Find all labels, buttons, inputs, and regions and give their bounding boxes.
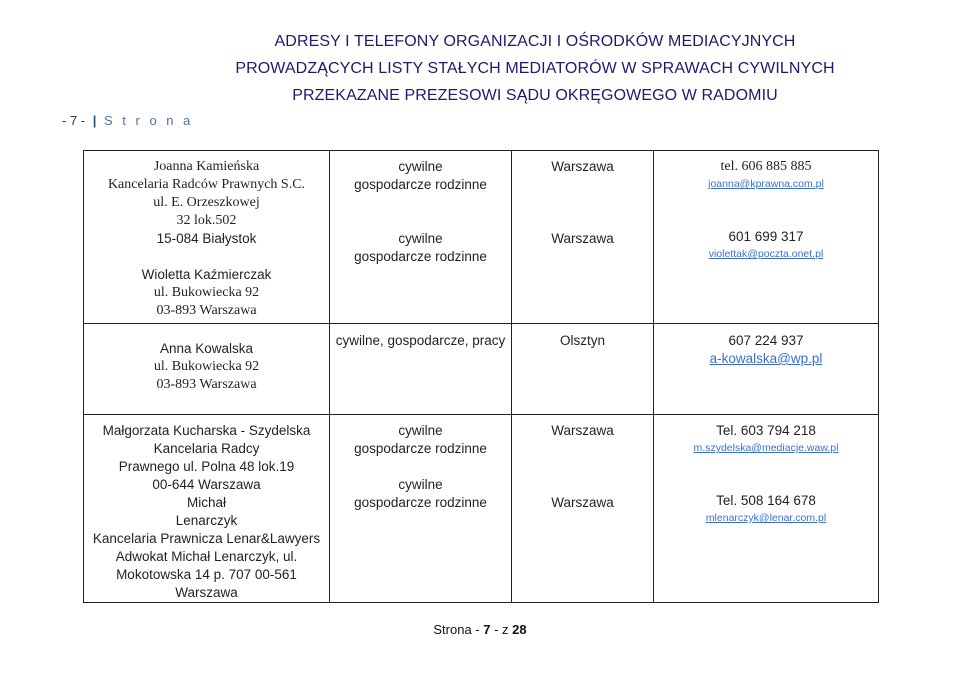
- city-text: Warszawa: [551, 231, 614, 246]
- email-link[interactable]: a-kowalska@wp.pl: [709, 351, 823, 366]
- email-link[interactable]: joanna@kprawna.com.pl: [708, 178, 824, 190]
- name-cell: [84, 415, 330, 603]
- field-line: cywilne: [398, 159, 443, 174]
- name-line: ul. Bukowiecka 92: [153, 285, 260, 300]
- page-number-marker: - 7 -: [62, 113, 86, 128]
- table-row: [84, 151, 879, 324]
- name-line: Prawnego ul. Polna 48 lok.19: [118, 459, 295, 474]
- phone-text: 601 699 317: [728, 229, 804, 244]
- name-line: Wioletta Kaźmierczak: [141, 267, 272, 282]
- footer-prefix: Strona -: [433, 622, 484, 637]
- footer-middle: - z: [490, 622, 513, 637]
- name-line: Michał: [186, 495, 226, 510]
- page-header-marker: [62, 113, 193, 128]
- name-line: Mokotowska 14 p. 707 00-561: [116, 567, 297, 582]
- page-footer: [0, 622, 960, 637]
- city-text: Olsztyn: [559, 333, 605, 348]
- name-line: 03-893 Warszawa: [156, 377, 257, 392]
- header-separator: |: [92, 113, 97, 128]
- city-text: Warszawa: [551, 495, 614, 510]
- strona-label: S t r o n a: [104, 113, 194, 128]
- field-line: gospodarcze rodzinne: [354, 177, 487, 192]
- name-line: Kancelaria Radców Prawnych S.C.: [107, 177, 306, 192]
- name-line: ul. Bukowiecka 92: [153, 359, 260, 374]
- name-line: Kancelaria Prawnicza Lenar&Lawyers: [92, 531, 321, 546]
- name-line: 00-644 Warszawa: [152, 477, 261, 492]
- email-link[interactable]: violettak@poczta.onet.pl: [708, 248, 824, 260]
- title-line-2: PROWADZĄCYCH LISTY STAŁYCH MEDIATORÓW W SPRAWACH CYWILNYCH: [235, 60, 835, 77]
- city-text: Warszawa: [551, 159, 614, 174]
- table-row: [84, 324, 879, 415]
- fields-cell: [330, 151, 512, 324]
- name-cell: [84, 324, 330, 415]
- table-row: [84, 415, 879, 603]
- phone-text: Tel. 603 794 218: [716, 423, 816, 438]
- name-line: Małgorzata Kucharska - Szydelska: [102, 423, 311, 438]
- city-text: Warszawa: [551, 423, 614, 438]
- phone-text: 607 224 937: [728, 333, 804, 348]
- city-cell: [512, 151, 654, 324]
- title-line-3: PRZEKAZANE PREZESOWI SĄDU OKRĘGOWEGO W RADOMIU: [292, 87, 778, 104]
- email-link[interactable]: m.szydelska@mediacje.waw.pl: [693, 442, 839, 454]
- name-line: Lenarczyk: [175, 513, 238, 528]
- city-cell: [512, 415, 654, 603]
- contact-cell: [654, 324, 879, 415]
- contact-cell: [654, 415, 879, 603]
- field-line: cywilne: [398, 231, 443, 246]
- name-line: 03-893 Warszawa: [156, 303, 257, 318]
- field-line: gospodarcze rodzinne: [354, 495, 487, 510]
- field-line: cywilne: [398, 477, 443, 492]
- field-line: cywilne, gospodarcze, pracy: [335, 333, 506, 348]
- fields-cell: [330, 324, 512, 415]
- city-cell: [512, 324, 654, 415]
- phone-text: Tel. 508 164 678: [716, 493, 816, 508]
- footer-page-number: 7: [483, 622, 491, 637]
- field-line: cywilne: [398, 423, 443, 438]
- document-title: [200, 28, 870, 109]
- name-line: Anna Kowalska: [159, 341, 254, 356]
- mediators-table: [83, 150, 879, 603]
- name-line: Kancelaria Radcy: [153, 441, 260, 456]
- fields-cell: [330, 415, 512, 603]
- name-line: Joanna Kamieńska: [153, 159, 260, 174]
- email-link[interactable]: mlenarczyk@lenar.com.pl: [705, 512, 827, 524]
- name-cell: [84, 151, 330, 324]
- name-line: Warszawa: [175, 585, 238, 600]
- field-line: gospodarcze rodzinne: [354, 249, 487, 264]
- name-line: 15-084 Białystok: [156, 231, 257, 246]
- contact-cell: [654, 151, 879, 324]
- phone-text: tel. 606 885 885: [720, 159, 812, 174]
- title-line-1: ADRESY I TELEFONY ORGANIZACJI I OŚRODKÓW MEDIACYJNYCH: [274, 33, 796, 50]
- name-line: Adwokat Michał Lenarczyk, ul.: [115, 549, 298, 564]
- name-line: 32 lok.502: [176, 213, 237, 228]
- field-line: gospodarcze rodzinne: [354, 441, 487, 456]
- footer-total-pages: 28: [512, 622, 527, 637]
- name-line: ul. E. Orzeszkowej: [153, 195, 260, 210]
